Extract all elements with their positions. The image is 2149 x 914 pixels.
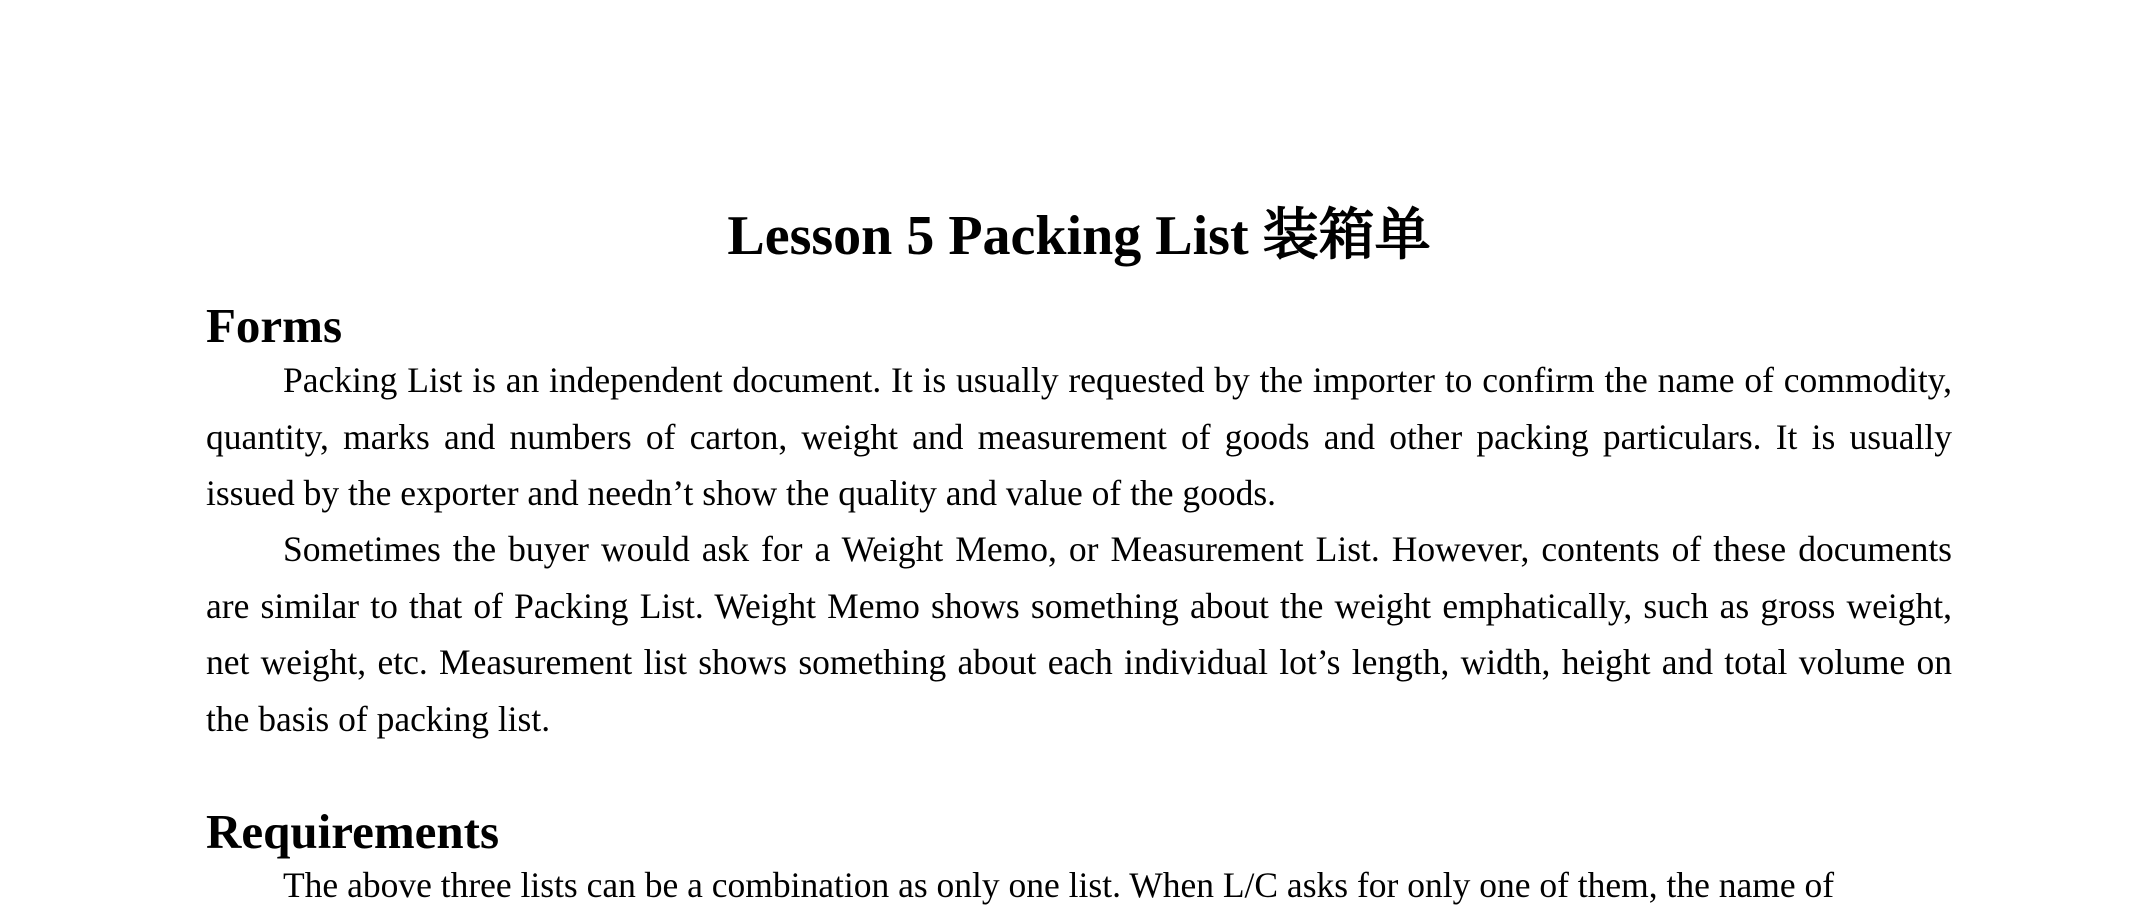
page-title: Lesson 5 Packing List 装箱单 [727,205,1431,267]
forms-paragraph-2: Sometimes the buyer would ask for a Weight Memo, or Measurement List. However, contents of these documents are similar to that of Packing List. Weight Memo shows something about the weight emphatically, such as gross weight, net weight, etc. Measurement list shows something about each individual lot’s length, width, height and total volume on the basis of packing list. [206,529,1952,739]
section-heading-requirements: Requirements [206,804,500,859]
requirements-paragraph-1: The above three lists can be a combination as only one list. When L/C asks for only one of them, the name of [283,865,1835,905]
forms-paragraph-1: Packing List is an independent document. It is usually requested by the importer to confirm the name of commodity, quantity, marks and numbers of carton, weight and measurement of goods and other packing particulars. It is usually issued by the exporter and needn’t show the quality and value of the goods. [206,360,1952,513]
section-heading-forms: Forms [206,298,343,353]
